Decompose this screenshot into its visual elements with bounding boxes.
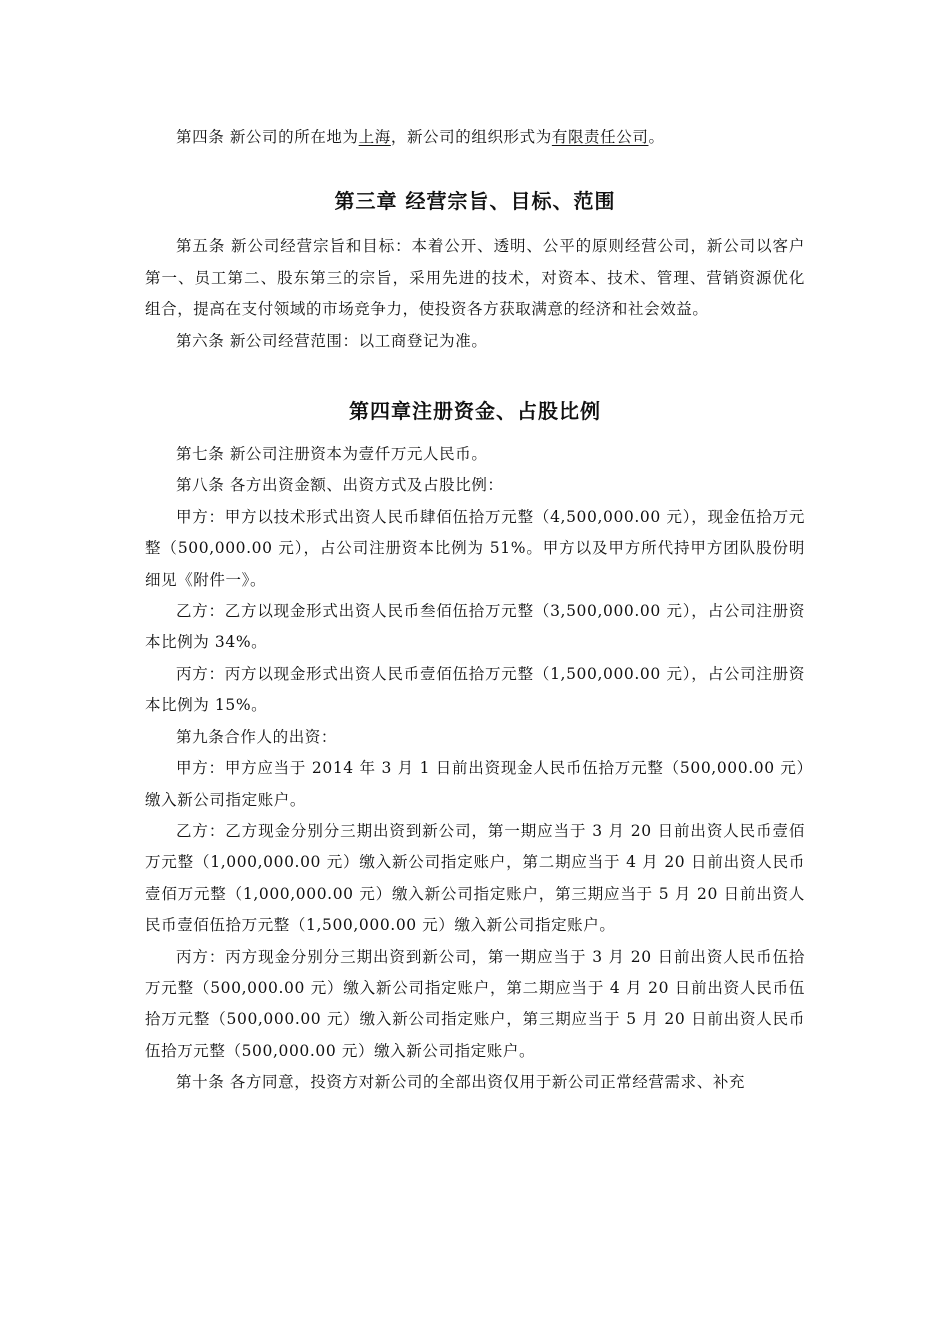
chapter-3-heading: 第三章 经营宗旨、目标、范围 <box>334 189 616 214</box>
party-b-payment: 乙方：乙方现金分别分三期出资到新公司，第一期应当于 3 月 20 日前出资人民币壹佰万元整（1,000,000.00 元）缴入新公司指定账户，第二期应当于 4 月 20 日前出资人民币壹佰万元整（1,000,000.00 元）缴入新公司指定账户，第三期应当于 5 月 20 日前出资人民币壹佰伍拾万元整（1,500,000.00 元）缴入新公司指定账户。 <box>145 821 805 935</box>
party-b-share: 乙方：乙方以现金形式出资人民币叁佰伍拾万元整（3,500,000.00 元），占公司注册资本比例为 34%。 <box>145 602 805 652</box>
article-4: 第四条 新公司的所在地为上海，新公司的组织形式为有限责任公司。 <box>176 128 665 146</box>
article-7: 第七条 新公司注册资本为壹仟万元人民币。 <box>176 445 488 464</box>
location-value: 上海 <box>358 128 391 146</box>
party-c-share: 丙方：丙方以现金形式出资人民币壹佰伍拾万元整（1,500,000.00 元），占公司注册资本比例为 15%。 <box>145 664 805 715</box>
party-a-payment: 甲方：甲方应当于 2014 年 3 月 1 日前出资现金人民币伍拾万元整（500,000.00 元）缴入新公司指定账户。 <box>145 759 805 809</box>
article-9: 第九条合作人的出资： <box>176 727 338 746</box>
party-c-payment: 丙方：丙方现金分别分三期出资到新公司，第一期应当于 3 月 20 日前出资人民币伍拾万元整（500,000.00 元）缴入新公司指定账户，第二期应当于 4 月 20 日前出资人民币伍拾万元整（500,000.00 元）缴入新公司指定账户，第三期应当于 5 月 20 日前出资人民币伍拾万元整（500,000.00 元）缴入新公司指定账户。 <box>145 947 805 1060</box>
chapter-4-heading: 第四章注册资金、占股比例 <box>349 399 601 424</box>
article-5: 第五条 新公司经营宗旨和目标：本着公开、透明、公平的原则经营公司，新公司以客户第一、员工第二、股东第三的宗旨，采用先进的技术，对资本、技术、管理、营销资源优化组合，提高在支付领域的市场竞争力，使投资各方获取满意的经济和社会效益。 <box>145 237 805 319</box>
article-8: 第八条 各方出资金额、出资方式及占股比例： <box>176 476 504 495</box>
article-6: 第六条 新公司经营范围：以工商登记为准。 <box>176 331 488 350</box>
party-a-share: 甲方：甲方以技术形式出资人民币肆佰伍拾万元整（4,500,000.00 元），现金伍拾万元整（500,000.00 元），占公司注册资本比例为 51%。甲方以及甲方所代持甲方团队股份明细见《附件一》。 <box>145 507 805 589</box>
article-10: 第十条 各方同意，投资方对新公司的全部出资仅用于新公司正常经营需求、补充 <box>176 1073 746 1092</box>
org-form-value: 有限责任公司 <box>551 128 649 146</box>
document-body <box>145 122 805 1099</box>
